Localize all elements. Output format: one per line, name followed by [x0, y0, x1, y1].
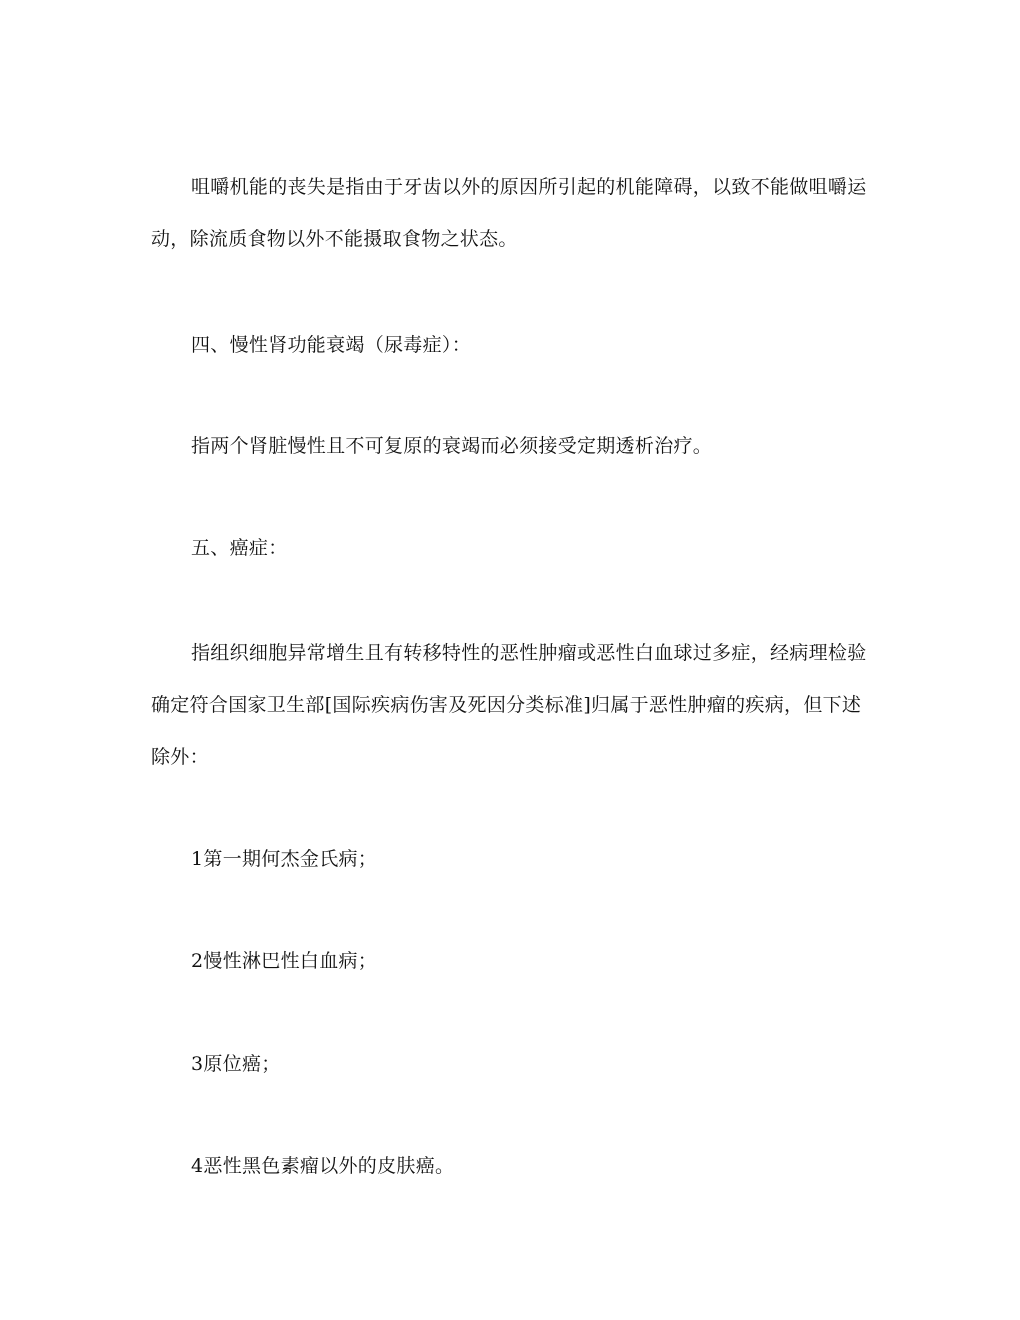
- exclusion-item-4: 4恶性黑色素瘤以外的皮肤癌。: [191, 1155, 455, 1177]
- heading-chronic-renal-failure: 四、慢性肾功能衰竭（尿毒症）：: [191, 334, 472, 356]
- exclusion-item-2: 2慢性淋巴性白血病；: [191, 950, 378, 972]
- exclusion-item-1: 1第一期何杰金氏病；: [191, 848, 378, 870]
- paragraph-cancer-definition: 指组织细胞异常增生且有转移特性的恶性肿瘤或恶性白血球过多症，经病理检验确定符合国家卫生部[国际疾病伤害及死因分类标准]归属于恶性肿瘤的疾病，但下述除外：: [151, 642, 867, 768]
- exclusion-item-3: 3原位癌；: [191, 1053, 281, 1075]
- paragraph-mastication-definition: 咀嚼机能的丧失是指由于牙齿以外的原因所引起的机能障碍，以致不能做咀嚼运动，除流质食物以外不能摄取食物之状态。: [151, 176, 867, 250]
- paragraph-renal-failure-definition: 指两个肾脏慢性且不可复原的衰竭而必须接受定期透析治疗。: [191, 435, 713, 457]
- heading-cancer: 五、癌症：: [191, 537, 288, 559]
